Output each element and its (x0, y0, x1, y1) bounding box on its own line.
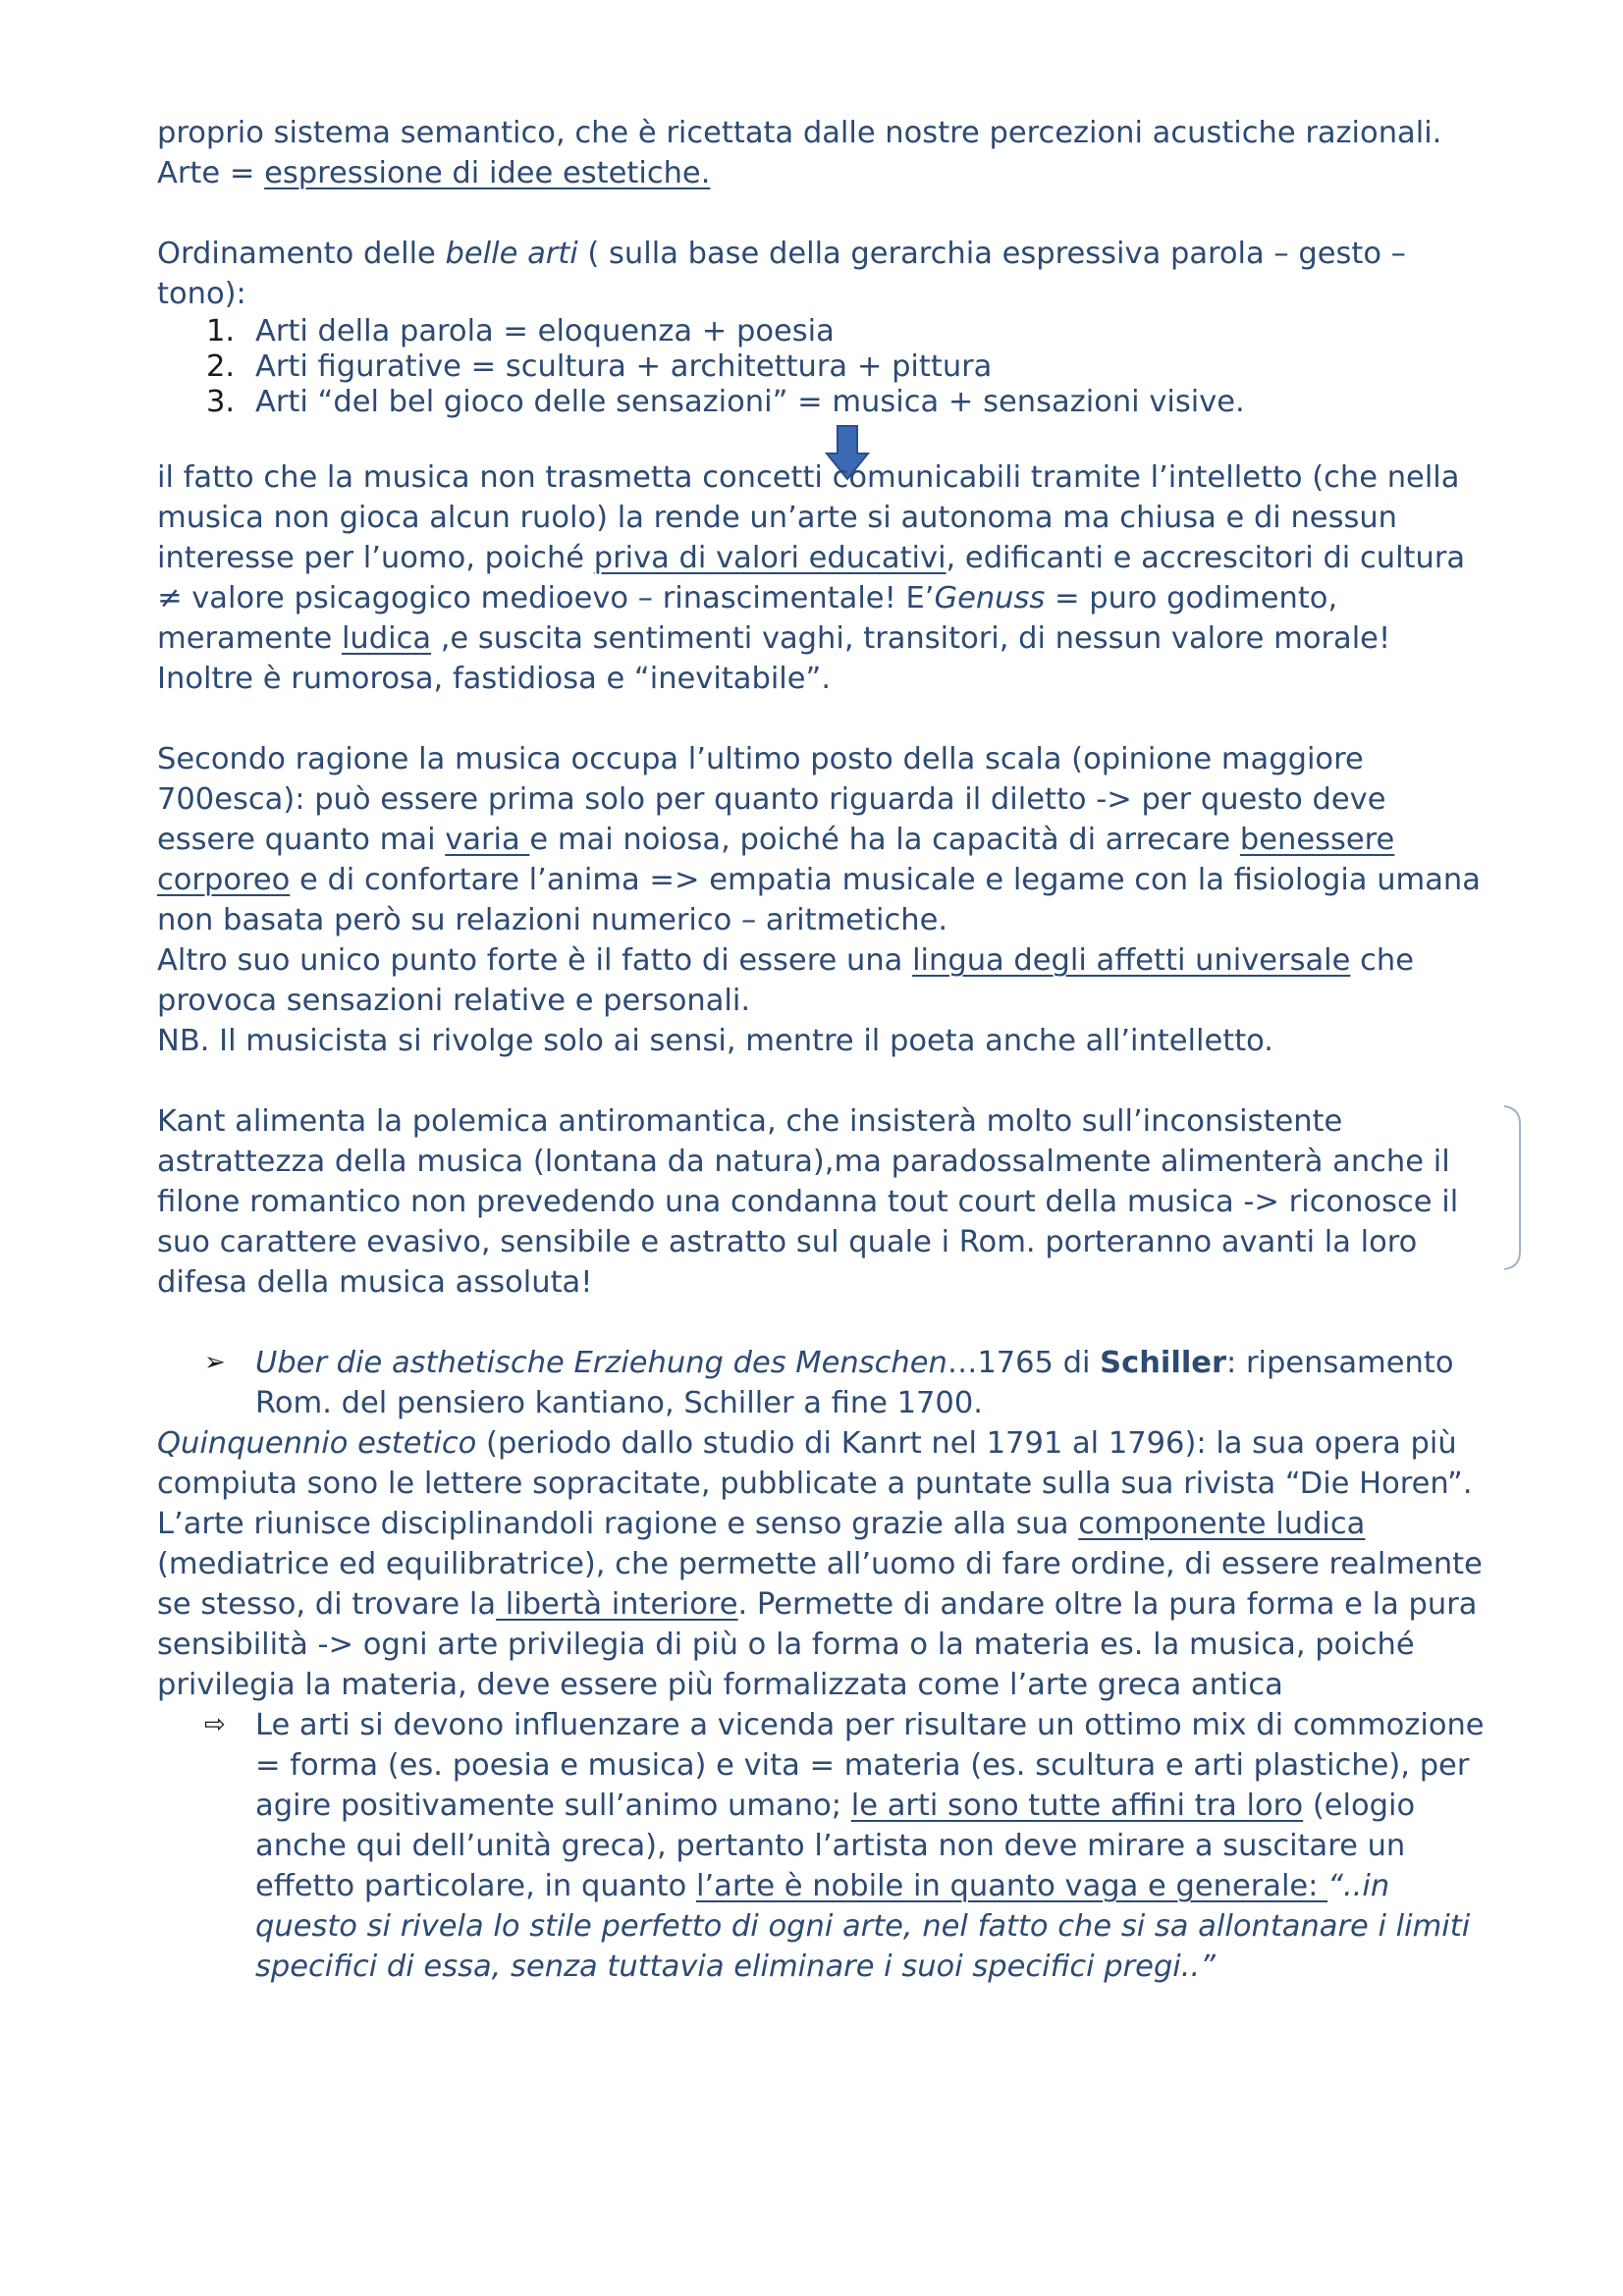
paragraph-semantic: proprio sistema semantico, che è ricettata dalle nostre percezioni acustiche razionali. (157, 116, 1442, 150)
document-body (157, 113, 1492, 1987)
paragraph-kant: Kant alimenta la polemica antiromantica, che insisterà molto sull’inconsistente astrattezza della musica (lontana da natura),ma paradossalmente alimenterà anche il filone romantico non prevedendo una condanna tout court della musica -> riconosce il suo carattere evasivo, sensibile e astratto sul quale i Rom. porteranno avanti la loro difesa della musica assoluta! (157, 1104, 1459, 1300)
paragraph-ordinamento: Ordinamento delle belle arti ( sulla base della gerarchia espressiva parola – gesto – tono): (157, 237, 1406, 311)
right-bracket-icon (1502, 1104, 1532, 1271)
arrowhead-bullet-icon: ➢ (204, 1348, 226, 1377)
numbered-list (157, 314, 1492, 420)
paragraph-nb: NB. Il musicista si rivolge solo ai sensi, mentre il poeta anche all’intelletto. (157, 1024, 1273, 1058)
bullet-schiller: ➢ Uber die asthetische Erziehung des Menschen…1765 di Schiller: ripensamento Rom. del pensiero kantiano, Schiller a fine 1700. (157, 1343, 1492, 1423)
paragraph-punto-forte: Altro suo unico punto forte è il fatto di essere una lingua degli affetti universale che provoca sensazioni relative e personali. (157, 943, 1414, 1018)
paragraph-quinquennio: Quinquennio estetico (periodo dallo studio di Kanrt nel 1791 al 1796): la sua opera più compiuta sono le lettere sopracitate, pubblicate a puntate sulla sua rivista “Die Horen”. (157, 1426, 1473, 1501)
list-item: 2. Arti figurative = scultura + architettura + pittura (206, 349, 993, 384)
arrow-bullet-icon: ⇨ (204, 1710, 226, 1739)
paragraph-secondo-ragione: Secondo ragione la musica occupa l’ultimo posto della scala (opinione maggiore 700esca): può essere prima solo per quanto riguarda il diletto -> per questo deve essere quanto mai varia e mai noiosa, poiché ha la capacità di arrecare benessere corporeo e di confortare l’anima => empatia musicale e legame con la fisiologia umana non basata però su relazioni numerico – aritmetiche. (157, 742, 1481, 937)
list-item: 3. Arti “del bel gioco delle sensazioni” = musica + sensazioni visive. (206, 385, 1245, 419)
list-item: 1. Arti della parola = eloquenza + poesia (206, 314, 835, 348)
paragraph-arte-riunisce: L’arte riunisce disciplinandoli ragione e senso grazie alla sua componente ludica (mediatrice ed equilibratrice), che permette all’uomo di fare ordine, di essere realmente se stesso, di trovare la libertà interiore. Permette di andare oltre la pura forma e la pura sensibilità -> ogni arte privilegia di più o la forma o la materia es. la musica, poiché privilegia la materia, deve essere più formalizzata come l’arte greca antica (157, 1507, 1483, 1702)
paragraph-musica-concetti: il fatto che la musica non trasmetta concetti comunicabili tramite l’intelletto (che nella musica non gioca alcun ruolo) la rende un’arte si autonoma ma chiusa e di nessun interesse per l’uomo, poiché priva di valori educativi, edificanti e accrescitori di cultura ≠ valore psicagogico medioevo – rinascimentale! E’Genuss = puro godimento, meramente ludica ,e suscita sentimenti vaghi, transitori, di nessun valore morale! Inoltre è rumorosa, fastidiosa e “inevitabile”. (157, 460, 1466, 696)
paragraph-arte: Arte = espressione di idee estetiche. (157, 156, 711, 190)
bullet-arti-influenzare: ⇨ Le arti si devono influenzare a vicenda per risultare un ottimo mix di commozione = forma (es. poesia e musica) e vita = materia (es. scultura e arti plastiche), per agire positivamente sull’animo umano; le arti sono tutte affini tra loro (elogio anche qui dell’unità greca), pertanto l’artista non deve mirare a suscitare un effetto particolare, in quanto l’arte è nobile in quanto vaga e generale: “..in questo si rivela lo stile perfetto di ogni arte, nel fatto che si sa allontanare i limiti specifici di essa, senza tuttavia eliminare i suoi specifici pregi..” (157, 1705, 1492, 1987)
